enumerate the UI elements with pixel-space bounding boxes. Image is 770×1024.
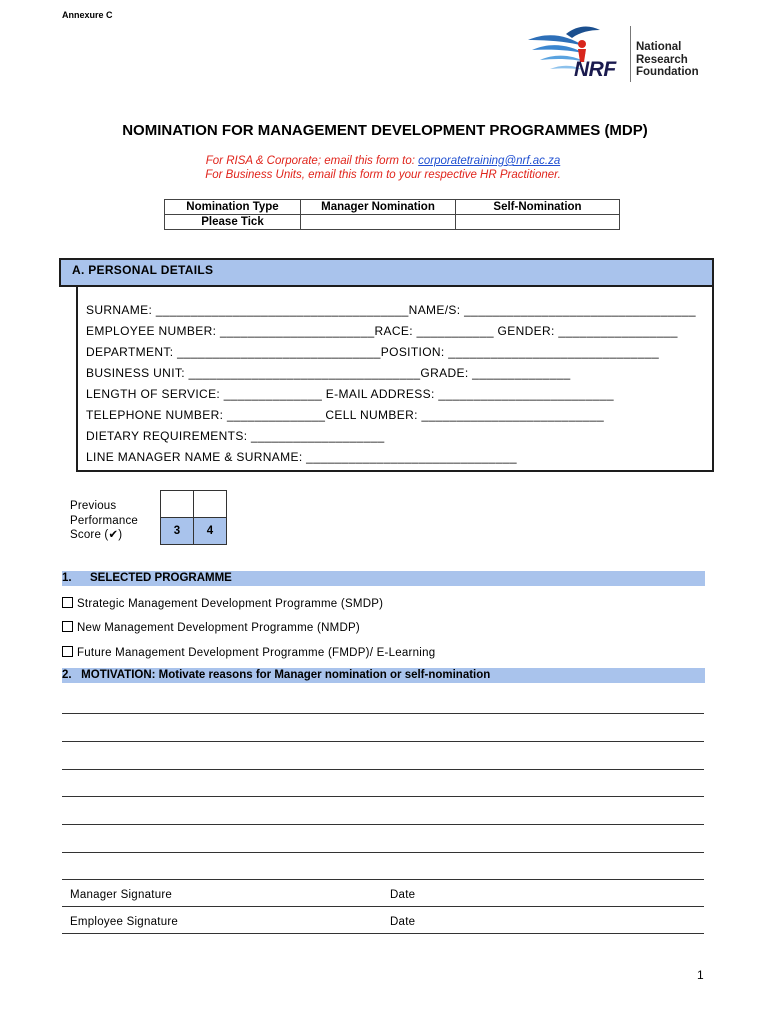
logo-organisation-name [636, 41, 699, 79]
nmdp-label: New Management Development Programme (NMDP) [77, 622, 361, 634]
motivation-line-6[interactable] [62, 852, 704, 853]
performance-label-line-3: Score (✔) [70, 529, 123, 541]
fmdp-checkbox[interactable] [62, 646, 73, 657]
motivation-line-3[interactable] [62, 769, 704, 770]
performance-label-line-2: Performance [70, 514, 139, 527]
employee-signature-line[interactable] [62, 933, 704, 934]
manager-signature-date-label: Date [390, 889, 416, 901]
selected-programme-heading [62, 571, 705, 586]
please-tick-label: Please Tick [165, 215, 301, 230]
manager-signature-label: Manager Signature [70, 889, 173, 901]
motivation-line-5[interactable] [62, 824, 704, 825]
programme-option-fmdp[interactable] [62, 646, 435, 659]
corporate-email-link[interactable]: corporatetraining@nrf.ac.za [418, 155, 561, 167]
annexure-label: Annexure C [62, 10, 113, 20]
instruction-prefix: For RISA & Corporate; email this form to: [205, 155, 419, 167]
motivation-heading-text: 2. MOTIVATION: Motivate reasons for Manager nomination or self-nomination [62, 669, 491, 681]
personal-details-heading-text: A. PERSONAL DETAILS [72, 263, 214, 277]
score-3-tick-cell[interactable] [161, 491, 194, 518]
self-nomination-header: Self-Nomination [456, 200, 620, 215]
employee-signature-date-label: Date [390, 916, 416, 928]
manager-signature-line[interactable] [62, 906, 704, 907]
page-number: 1 [697, 968, 704, 982]
nomination-type-table [164, 199, 620, 230]
self-nomination-tick-cell[interactable] [456, 215, 620, 230]
score-4-tick-cell[interactable] [194, 491, 227, 518]
smdp-checkbox[interactable] [62, 597, 73, 608]
line-manager-field[interactable]: LINE MANAGER NAME & SURNAME: ______________________________ [86, 450, 517, 464]
manager-nomination-tick-cell[interactable] [301, 215, 456, 230]
motivation-heading [62, 668, 705, 683]
motivation-line-4[interactable] [62, 796, 704, 797]
score-3-label: 3 [161, 518, 194, 545]
programme-option-nmdp[interactable] [62, 621, 360, 634]
telephone-cell-field[interactable]: TELEPHONE NUMBER: ______________CELL NUMBER: __________________________ [86, 408, 605, 422]
selected-programme-heading-text: SELECTED PROGRAMME [90, 572, 232, 584]
logo-line-1: National [636, 41, 682, 53]
logo-line-2: Research [636, 53, 688, 66]
instruction-line-1 [0, 155, 766, 167]
fmdp-label: Future Management Development Programme (FMDP)/ E-Learning [77, 647, 436, 659]
page-title: NOMINATION FOR MANAGEMENT DEVELOPMENT PROGRAMMES (MDP) [122, 122, 648, 139]
selected-programme-number: 1. [62, 572, 72, 584]
service-email-field[interactable]: LENGTH OF SERVICE: ______________ E-MAIL ADDRESS: _________________________ [86, 387, 614, 401]
instruction-line-2: For Business Units, email this form to your respective HR Practitioner. [205, 169, 561, 181]
dietary-requirements-field[interactable]: DIETARY REQUIREMENTS: ___________________ [86, 429, 385, 443]
programme-option-smdp[interactable] [62, 597, 383, 610]
logo-divider [630, 26, 631, 82]
nomination-type-label: Nomination Type [165, 200, 301, 215]
smdp-label: Strategic Management Development Programme (SMDP) [77, 598, 384, 610]
personal-details-heading [59, 258, 714, 287]
manager-nomination-header: Manager Nomination [301, 200, 456, 215]
logo-nrf-text: NRF [574, 58, 616, 81]
surname-name-field[interactable]: SURNAME: ____________________________________NAME/S: _________________________________ [86, 303, 696, 317]
performance-score-label [70, 499, 138, 543]
nmdp-checkbox[interactable] [62, 621, 73, 632]
department-position-field[interactable]: DEPARTMENT: _____________________________POSITION: ______________________________ [86, 345, 660, 359]
score-4-label: 4 [194, 518, 227, 545]
performance-score-table [160, 490, 227, 545]
employee-number-race-gender-field[interactable]: EMPLOYEE NUMBER: ______________________RACE: ___________ GENDER: _________________ [86, 324, 678, 338]
motivation-line-1[interactable] [62, 713, 704, 714]
logo-line-3: Foundation [636, 66, 699, 78]
business-unit-grade-field[interactable]: BUSINESS UNIT: _________________________________GRADE: ______________ [86, 366, 571, 380]
employee-signature-label: Employee Signature [70, 916, 179, 928]
performance-label-line-1: Previous [70, 500, 117, 512]
signature-top-rule [62, 879, 704, 880]
motivation-line-2[interactable] [62, 741, 704, 742]
